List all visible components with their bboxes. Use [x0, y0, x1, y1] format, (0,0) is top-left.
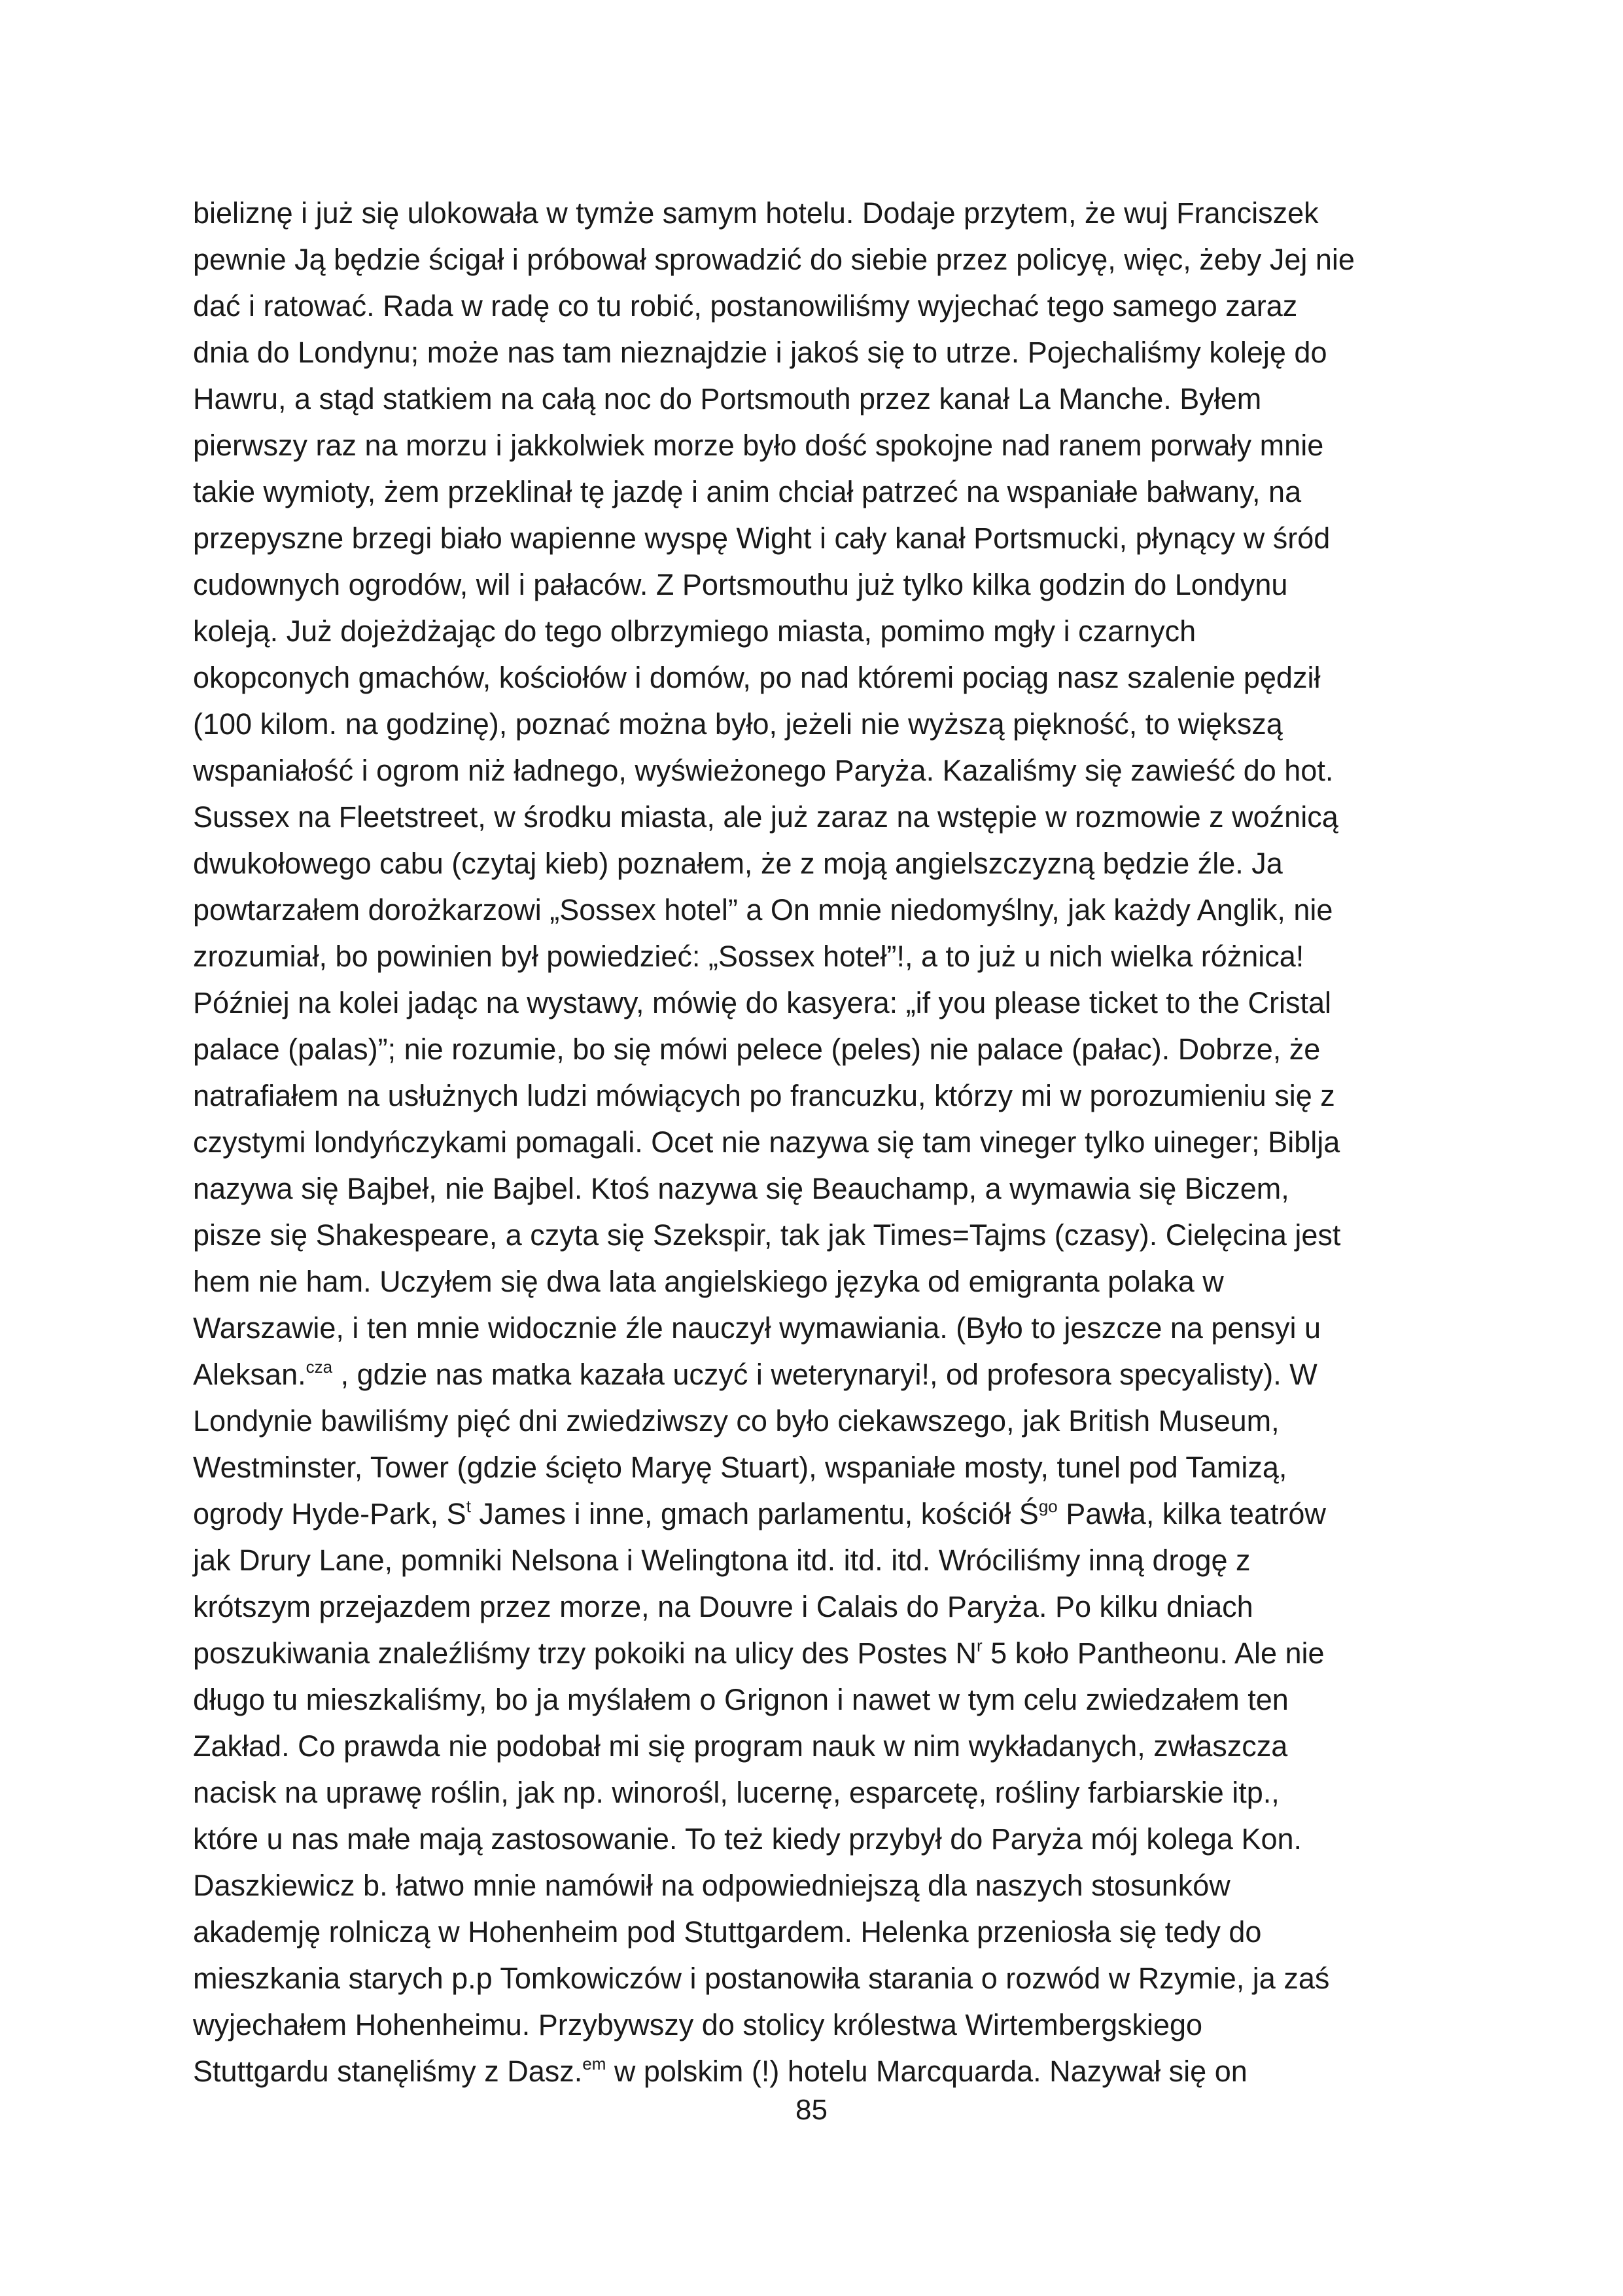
text-line: Daszkiewicz b. łatwo mnie namówił na odpowiedniejszą dla naszych stosunków — [193, 1869, 1230, 1902]
text-line: takie wymioty, żem przeklinał tę jazdę i anim chciał patrzeć na wspaniałe bałwany, na — [193, 475, 1302, 508]
text-line: natrafiałem na usłużnych ludzi mówiących po francuzku, którzy mi w porozumieniu się z — [193, 1079, 1335, 1112]
text-line: pierwszy raz na morzu i jakkolwiek morze było dość spokojne nad ranem porwały mnie — [193, 429, 1324, 462]
text-line: koleją. Już dojeżdżając do tego olbrzymiego miasta, pomimo mgły i czarnych — [193, 614, 1196, 648]
body-text — [193, 190, 1449, 2094]
text-line: dwukołowego cabu (czytaj kieb) poznałem, że z moją angielszczyzną będzie źle. Ja — [193, 847, 1283, 880]
text-line: hem nie ham. Uczyłem się dwa lata angielskiego języka od emigranta polaka w — [193, 1265, 1224, 1298]
text-line: czystymi londyńczykami pomagali. Ocet nie nazywa się tam vineger tylko uineger; Biblja — [193, 1125, 1340, 1159]
text-segment: poszukiwania znaleźliśmy trzy pokoiki na ulicy des Postes N — [193, 1636, 977, 1670]
text-segment: James i inne, gmach parlamentu, kościół Ś — [470, 1497, 1039, 1530]
text-line: krótszym przejazdem przez morze, na Douvre i Calais do Paryża. Po kilku dniach — [193, 1590, 1253, 1623]
superscript-abbreviation: t — [466, 1496, 471, 1516]
text-segment: , gdzie nas matka kazała uczyć i weterynaryi!, od profesora specyalisty). W — [332, 1358, 1318, 1391]
text-line: powtarzałem dorożkarzowi „Sossex hotel” a On mnie niedomyślny, jak każdy Anglik, nie — [193, 893, 1333, 927]
text-line: wyjechałem Hohenheimu. Przybywszy do stolicy królestwa Wirtembergskiego — [193, 2008, 1203, 2041]
superscript-abbreviation: r — [977, 1636, 983, 1655]
text-line: Sussex na Fleetstreet, w środku miasta, ale już zaraz na wstępie w rozmowie z woźnicą — [193, 800, 1338, 834]
text-line: które u nas małe mają zastosowanie. To też kiedy przybył do Paryża mój kolega Kon. — [193, 1822, 1302, 1856]
text-line — [193, 1491, 1449, 1537]
text-line: pisze się Shakespeare, a czyta się Szekspir, tak jak Times=Tajms (czasy). Cielęcina jest — [193, 1218, 1341, 1252]
text-line: Hawru, a stąd statkiem na całą noc do Portsmouth przez kanał La Manche. Byłem — [193, 382, 1262, 415]
text-line: Westminster, Tower (gdzie ścięto Maryę Stuart), wspaniałe mosty, tunel pod Tamizą, — [193, 1451, 1287, 1484]
text-line: okopconych gmachów, kościołów i domów, po nad któremi pociąg nasz szalenie pędził — [193, 661, 1321, 694]
text-line: Później na kolei jadąc na wystawy, mówię do kasyera: „if you please ticket to the Cristal — [193, 986, 1331, 1019]
text-segment: 5 koło Pantheonu. Ale nie — [982, 1636, 1325, 1670]
text-line: zrozumiał, bo powinien był powiedzieć: „Sossex hoteł”!, a to już u nich wielka różnica! — [193, 940, 1304, 973]
text-line: przepyszne brzegi biało wapienne wyspę Wight i cały kanał Portsmucki, płynący w śród — [193, 521, 1331, 555]
page-number: 85 — [795, 2094, 828, 2126]
text-segment: Pawła, kilka teatrów — [1057, 1497, 1326, 1530]
text-line: (100 kilom. na godzinę), poznać można było, jeżeli nie wyższą piękność, to większą — [193, 707, 1283, 741]
superscript-abbreviation: em — [582, 2054, 606, 2074]
superscript-abbreviation: go — [1038, 1496, 1058, 1516]
superscript-abbreviation: cza — [305, 1357, 333, 1377]
text-line: mieszkania starych p.p Tomkowiczów i postanowiła starania o rozwód w Rzymie, ja zaś — [193, 1962, 1330, 1995]
text-line: dać i ratować. Rada w radę co tu robić, postanowiliśmy wyjechać tego samego zaraz — [193, 289, 1298, 323]
text-segment: ogrody Hyde-Park, S — [193, 1497, 466, 1530]
text-line — [193, 1630, 1449, 1676]
text-line: długo tu mieszkaliśmy, bo ja myślałem o Grignon i nawet w tym celu zwiedzałem ten — [193, 1683, 1289, 1716]
text-line: Warszawie, i ten mnie widocznie źle nauczył wymawiania. (Było to jeszcze na pensyi u — [193, 1311, 1321, 1345]
text-line: akademję rolniczą w Hohenheim pod Stuttgardem. Helenka przeniosła się tedy do — [193, 1915, 1262, 1949]
text-line — [193, 2048, 1449, 2094]
text-line: nazywa się Bajbeł, nie Bajbel. Ktoś nazywa się Beauchamp, a wymawia się Biczem, — [193, 1172, 1289, 1205]
text-segment: w polskim (!) hotelu Marcquarda. Nazywał się on — [606, 2055, 1248, 2088]
text-line: wspaniałość i ogrom niż ładnego, wyświeżonego Paryża. Kazaliśmy się zawieść do hot. — [193, 754, 1334, 787]
text-line: pewnie Ją będzie ścigał i próbował sprowadzić do siebie przez policyę, więc, żeby Jej nie — [193, 243, 1355, 276]
text-segment: Stuttgardu stanęliśmy z Dasz. — [193, 2055, 583, 2088]
text-line: palace (palas)”; nie rozumie, bo się mówi pelece (peles) nie palace (pałac). Dobrze, że — [193, 1033, 1321, 1066]
text-line: Zakład. Co prawda nie podobał mi się program nauk w nim wykładanych, zwłaszcza — [193, 1729, 1288, 1763]
text-segment: Aleksan. — [193, 1358, 306, 1391]
text-line: nacisk na uprawę roślin, jak np. winorośl, lucernę, esparcetę, rośliny farbiarskie itp., — [193, 1776, 1280, 1809]
text-line: cudownych ogrodów, wil i pałaców. Z Portsmouthu już tylko kilka godzin do Londynu — [193, 568, 1288, 601]
text-line — [193, 1351, 1449, 1398]
text-line: dnia do Londynu; może nas tam nieznajdzie i jakoś się to utrze. Pojechaliśmy koleję do — [193, 336, 1327, 369]
text-line: bieliznę i już się ulokowała w tymże samym hotelu. Dodaje przytem, że wuj Franciszek — [193, 196, 1319, 230]
text-line: Londynie bawiliśmy pięć dni zwiedziwszy co było ciekawszego, jak British Museum, — [193, 1404, 1280, 1438]
text-line: jak Drury Lane, pomniki Nelsona i Welingtona itd. itd. itd. Wróciliśmy inną drogę z — [193, 1544, 1251, 1577]
